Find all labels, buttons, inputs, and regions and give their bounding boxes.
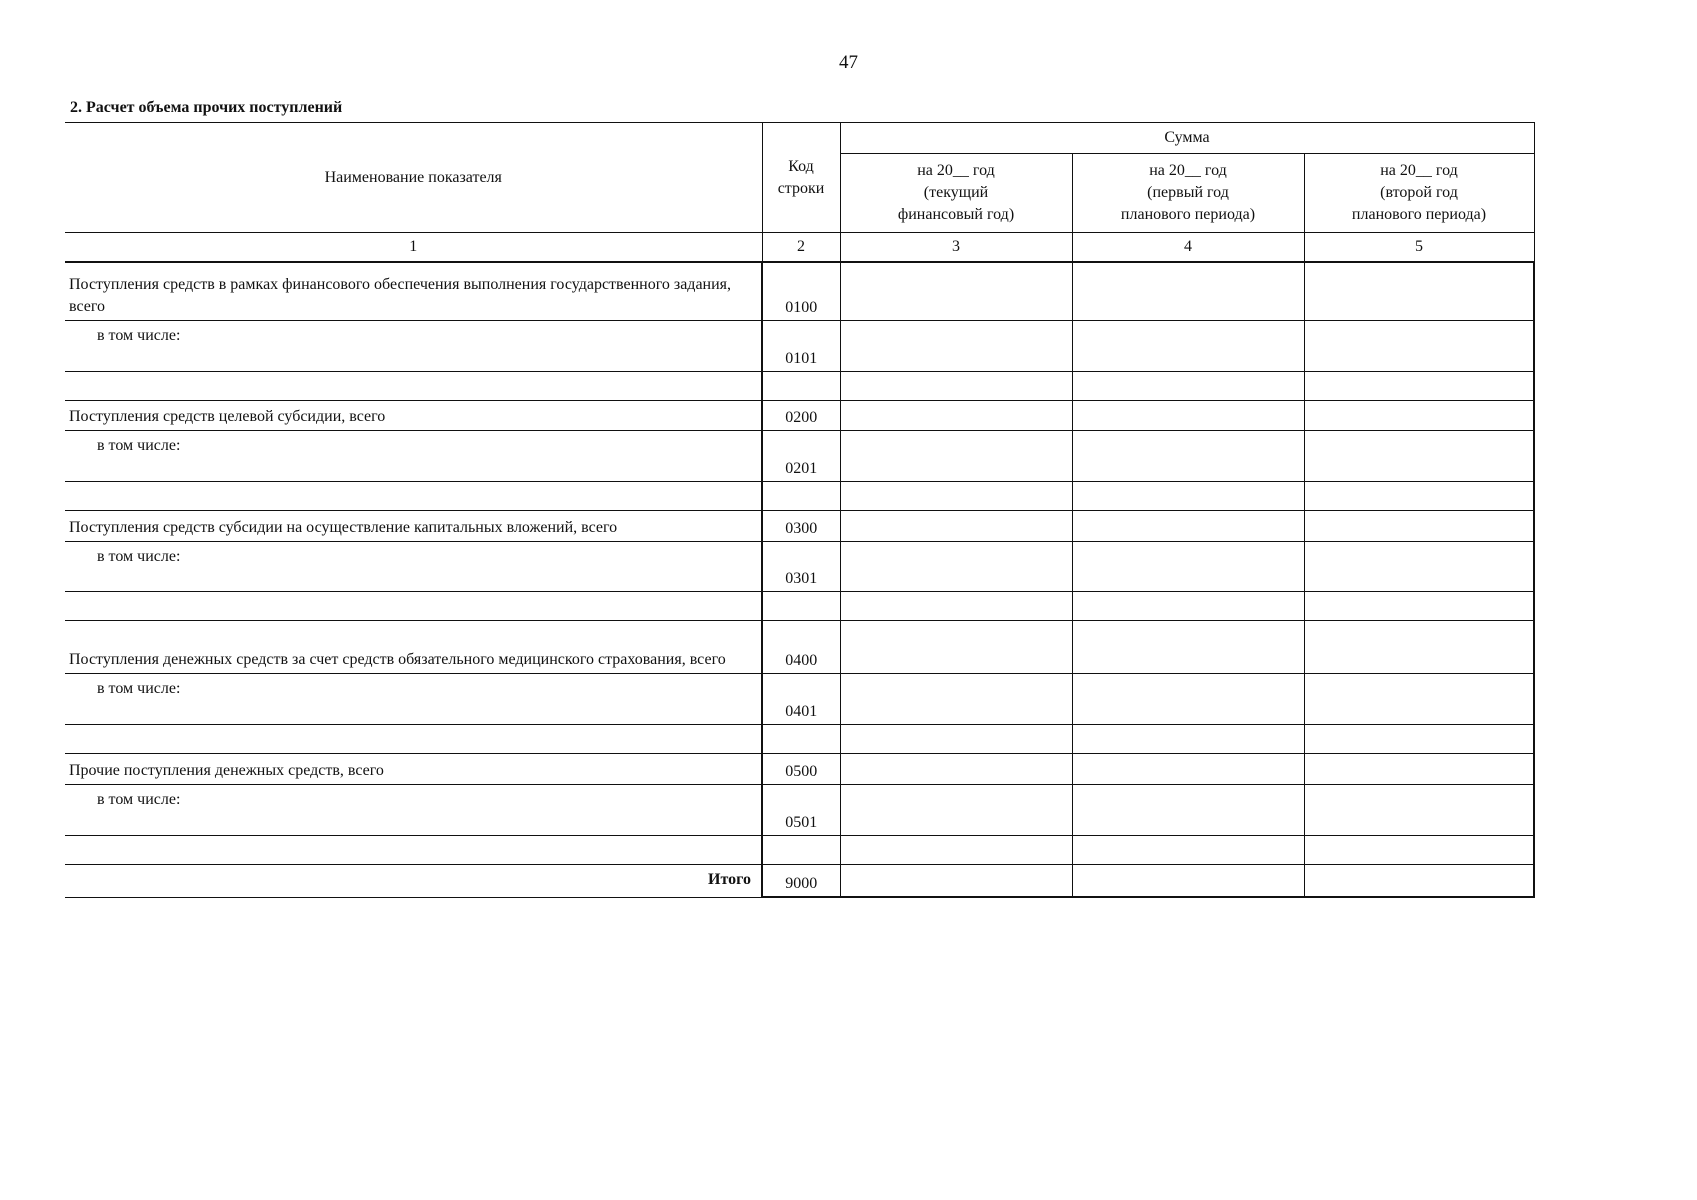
table-row — [65, 784, 1534, 835]
value-cell[interactable] — [1304, 784, 1534, 835]
row-code: 0200 — [762, 400, 840, 430]
header-code-line2: строки — [777, 179, 825, 197]
row-name — [65, 591, 762, 620]
header-year-line: на 20__ год — [1149, 162, 1227, 179]
table-row — [65, 481, 1534, 510]
value-cell[interactable] — [840, 784, 1072, 835]
value-cell[interactable] — [1072, 371, 1304, 400]
value-cell[interactable] — [840, 320, 1072, 371]
value-cell[interactable] — [840, 430, 1072, 481]
value-cell[interactable] — [840, 753, 1072, 784]
table-row — [65, 371, 1534, 400]
value-cell[interactable] — [840, 262, 1072, 320]
table-row — [65, 591, 1534, 620]
value-cell[interactable] — [1304, 400, 1534, 430]
header-year-plan-1 — [1072, 154, 1304, 233]
header-year-line: на 20__ год — [917, 162, 995, 179]
row-code: 0101 — [762, 320, 840, 371]
row-name — [65, 724, 762, 753]
row-code — [762, 481, 840, 510]
header-year-plan-2 — [1304, 154, 1534, 233]
value-cell[interactable] — [1072, 673, 1304, 724]
table-row — [65, 320, 1534, 371]
row-code: 0300 — [762, 510, 840, 541]
table-row — [65, 753, 1534, 784]
value-cell[interactable] — [1072, 620, 1304, 673]
table-row — [65, 673, 1534, 724]
row-code: 0501 — [762, 784, 840, 835]
table-row — [65, 430, 1534, 481]
value-cell[interactable] — [1304, 320, 1534, 371]
value-cell[interactable] — [1072, 864, 1304, 897]
value-cell[interactable] — [840, 481, 1072, 510]
header-line-code — [762, 123, 840, 233]
column-number: 3 — [840, 233, 1072, 263]
table-row — [65, 510, 1534, 541]
value-cell[interactable] — [1072, 724, 1304, 753]
page-number: 47 — [839, 52, 858, 73]
row-name: Поступления денежных средств за счет средств обязательного медицинского страхования, всего — [65, 620, 762, 673]
column-number: 4 — [1072, 233, 1304, 263]
value-cell[interactable] — [1072, 591, 1304, 620]
value-cell[interactable] — [840, 400, 1072, 430]
value-cell[interactable] — [1072, 262, 1304, 320]
row-name: в том числе: — [65, 320, 762, 371]
value-cell[interactable] — [1304, 724, 1534, 753]
value-cell[interactable] — [1304, 620, 1534, 673]
total-label: Итого — [65, 864, 762, 897]
value-cell[interactable] — [1072, 784, 1304, 835]
value-cell[interactable] — [1304, 541, 1534, 591]
row-code — [762, 724, 840, 753]
value-cell[interactable] — [1072, 400, 1304, 430]
row-code: 0100 — [762, 262, 840, 320]
table-row — [65, 620, 1534, 673]
column-number: 5 — [1304, 233, 1534, 263]
table-row — [65, 835, 1534, 864]
value-cell[interactable] — [1072, 510, 1304, 541]
value-cell[interactable] — [1072, 753, 1304, 784]
table-row — [65, 724, 1534, 753]
value-cell[interactable] — [1304, 835, 1534, 864]
value-cell[interactable] — [840, 724, 1072, 753]
row-name: в том числе: — [65, 673, 762, 724]
row-code — [762, 591, 840, 620]
value-cell[interactable] — [840, 835, 1072, 864]
row-name — [65, 481, 762, 510]
value-cell[interactable] — [840, 864, 1072, 897]
table-row — [65, 400, 1534, 430]
row-code — [762, 371, 840, 400]
row-code: 0500 — [762, 753, 840, 784]
row-name: Поступления средств субсидии на осуществление капитальных вложений, всего — [65, 510, 762, 541]
row-code: 0400 — [762, 620, 840, 673]
column-number: 1 — [65, 233, 762, 263]
value-cell[interactable] — [1304, 510, 1534, 541]
row-name: в том числе: — [65, 541, 762, 591]
header-sum: Сумма — [840, 123, 1534, 154]
value-cell[interactable] — [1072, 320, 1304, 371]
total-row — [65, 864, 1534, 897]
row-code: 0301 — [762, 541, 840, 591]
row-code — [762, 835, 840, 864]
header-code-line1: Код — [788, 157, 814, 175]
header-year-line: на 20__ год — [1380, 162, 1458, 179]
row-code: 0201 — [762, 430, 840, 481]
value-cell[interactable] — [1304, 753, 1534, 784]
section-title: 2. Расчет объема прочих поступлений — [70, 99, 343, 116]
row-name: Поступления средств целевой субсидии, всего — [65, 400, 762, 430]
value-cell[interactable] — [840, 620, 1072, 673]
row-name: Прочие поступления денежных средств, всего — [65, 753, 762, 784]
header-indicator-name: Наименование показателя — [65, 123, 762, 233]
value-cell[interactable] — [1304, 262, 1534, 320]
header-year-line: (текущий — [923, 184, 989, 201]
table-row — [65, 262, 1534, 320]
value-cell[interactable] — [840, 673, 1072, 724]
row-name: в том числе: — [65, 430, 762, 481]
column-number: 2 — [762, 233, 840, 263]
value-cell[interactable] — [840, 541, 1072, 591]
value-cell[interactable] — [1304, 371, 1534, 400]
value-cell[interactable] — [840, 510, 1072, 541]
value-cell[interactable] — [1304, 673, 1534, 724]
value-cell[interactable] — [1304, 430, 1534, 481]
header-year-line: планового периода) — [1120, 206, 1256, 223]
value-cell[interactable] — [1072, 541, 1304, 591]
value-cell[interactable] — [1304, 591, 1534, 620]
value-cell[interactable] — [1072, 835, 1304, 864]
row-name — [65, 371, 762, 400]
value-cell[interactable] — [1304, 864, 1534, 897]
row-code: 0401 — [762, 673, 840, 724]
header-year-line: планового периода) — [1351, 206, 1487, 223]
value-cell[interactable] — [840, 371, 1072, 400]
other-receipts-table — [65, 122, 1535, 898]
table-row — [65, 541, 1534, 591]
header-year-line: (первый год — [1147, 184, 1229, 201]
header-year-line: финансовый год) — [897, 206, 1015, 223]
row-name — [65, 835, 762, 864]
value-cell[interactable] — [1072, 430, 1304, 481]
value-cell[interactable] — [1072, 481, 1304, 510]
row-name: в том числе: — [65, 784, 762, 835]
row-name: Поступления средств в рамках финансового обеспечения выполнения государственного задания, всего — [65, 262, 762, 320]
value-cell[interactable] — [840, 591, 1072, 620]
value-cell[interactable] — [1304, 481, 1534, 510]
row-code: 9000 — [762, 864, 840, 897]
header-year-current — [840, 154, 1072, 233]
header-year-line: (второй год — [1380, 184, 1458, 201]
